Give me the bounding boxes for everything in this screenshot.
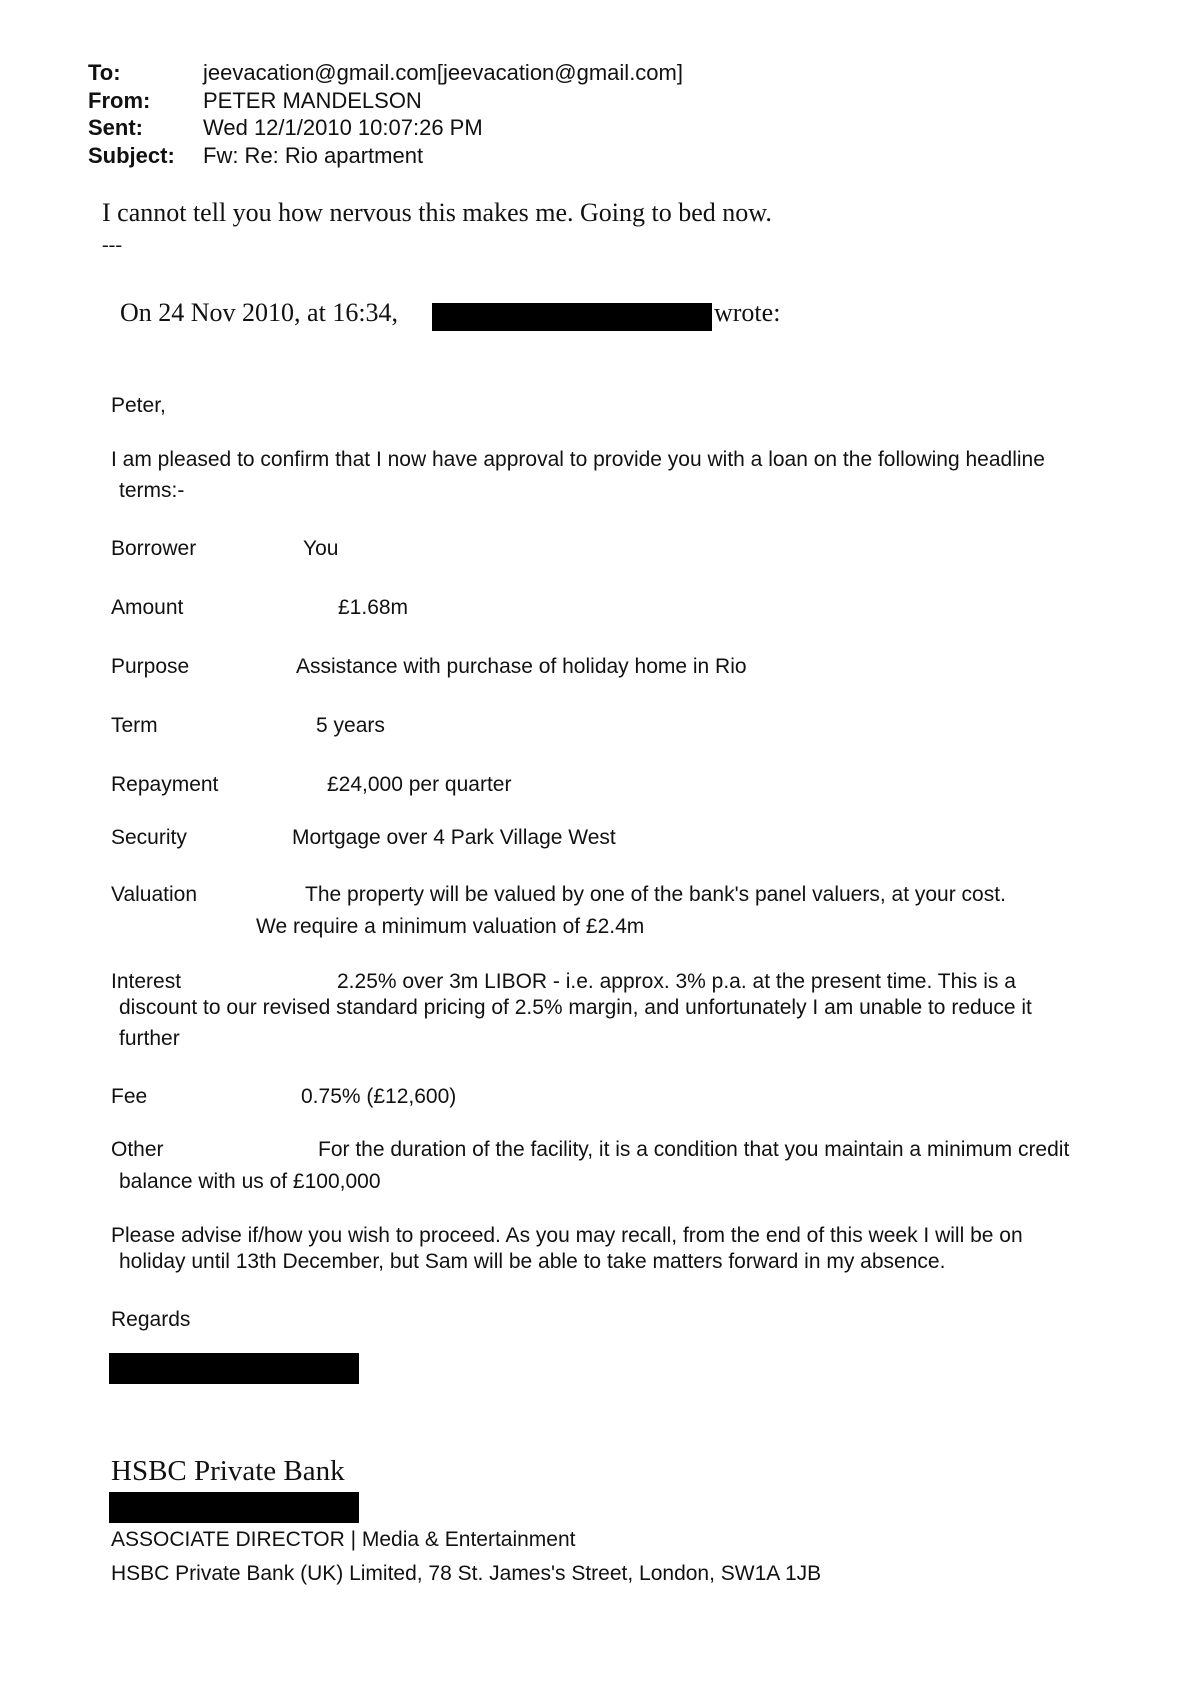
interest-label: Interest <box>111 970 182 993</box>
interest-line2: discount to our revised standard pricing of 2.5% margin, and unfortunately I am unable to reduce it <box>119 996 1032 1019</box>
fee-label: Fee <box>111 1085 148 1108</box>
from-value: PETER MANDELSON <box>203 88 422 113</box>
valuation-line2: We require a minimum valuation of £2.4m <box>256 915 645 938</box>
to-value: jeevacation@gmail.com[jeevacation@gmail.com] <box>203 60 683 85</box>
purpose-label: Purpose <box>111 655 190 678</box>
redaction-signature <box>109 1353 359 1384</box>
security-label: Security <box>111 826 187 849</box>
interest-line1: 2.25% over 3m LIBOR - i.e. approx. 3% p.a. at the present time. This is a <box>337 970 1016 993</box>
interest-line3: further <box>119 1027 180 1050</box>
quote-prefix: On 24 Nov 2010, at 16:34, <box>120 298 399 327</box>
closing-line2: holiday until 13th December, but Sam will be able to take matters forward in my absence. <box>119 1250 946 1273</box>
valuation-line1: The property will be valued by one of the bank's panel valuers, at your cost. <box>305 883 1006 906</box>
other-line1: For the duration of the facility, it is a condition that you maintain a minimum credit <box>318 1138 1070 1161</box>
redaction-sender <box>432 303 712 331</box>
sent-value: Wed 12/1/2010 10:07:26 PM <box>203 115 483 140</box>
valuation-label: Valuation <box>111 883 198 906</box>
term-label: Term <box>111 714 158 737</box>
from-label: From: <box>88 88 151 113</box>
reply-separator: --- <box>102 234 122 256</box>
borrower-value: You <box>303 537 339 560</box>
greeting: Peter, <box>111 394 166 417</box>
subject-value: Fw: Re: Rio apartment <box>203 143 424 168</box>
repayment-label: Repayment <box>111 773 219 796</box>
signature-address: HSBC Private Bank (UK) Limited, 78 St. James's Street, London, SW1A 1JB <box>111 1562 822 1585</box>
bank-name: HSBC Private Bank <box>111 1455 345 1487</box>
fee-value: 0.75% (£12,600) <box>301 1085 457 1108</box>
closing-line1: Please advise if/how you wish to proceed. As you may recall, from the end of this week I will be on <box>111 1224 1023 1247</box>
purpose-value: Assistance with purchase of holiday home in Rio <box>296 655 747 678</box>
to-label: To: <box>88 60 121 85</box>
subject-label: Subject: <box>88 143 175 168</box>
regards: Regards <box>111 1308 191 1331</box>
other-line2: balance with us of £100,000 <box>119 1170 381 1193</box>
security-value: Mortgage over 4 Park Village West <box>292 826 616 849</box>
reply-text: I cannot tell you how nervous this makes me. Going to bed now. <box>102 198 772 227</box>
sent-label: Sent: <box>88 115 143 140</box>
repayment-value: £24,000 per quarter <box>327 773 512 796</box>
other-label: Other <box>111 1138 164 1161</box>
intro-line1: I am pleased to confirm that I now have approval to provide you with a loan on the following headline <box>111 448 1045 471</box>
amount-value: £1.68m <box>338 596 409 619</box>
intro-line2: terms:- <box>119 479 185 502</box>
redaction-name <box>109 1492 359 1523</box>
quote-suffix: wrote: <box>714 298 781 327</box>
borrower-label: Borrower <box>111 537 197 560</box>
signature-title: ASSOCIATE DIRECTOR | Media & Entertainment <box>111 1528 576 1551</box>
term-value: 5 years <box>316 714 385 737</box>
amount-label: Amount <box>111 596 184 619</box>
